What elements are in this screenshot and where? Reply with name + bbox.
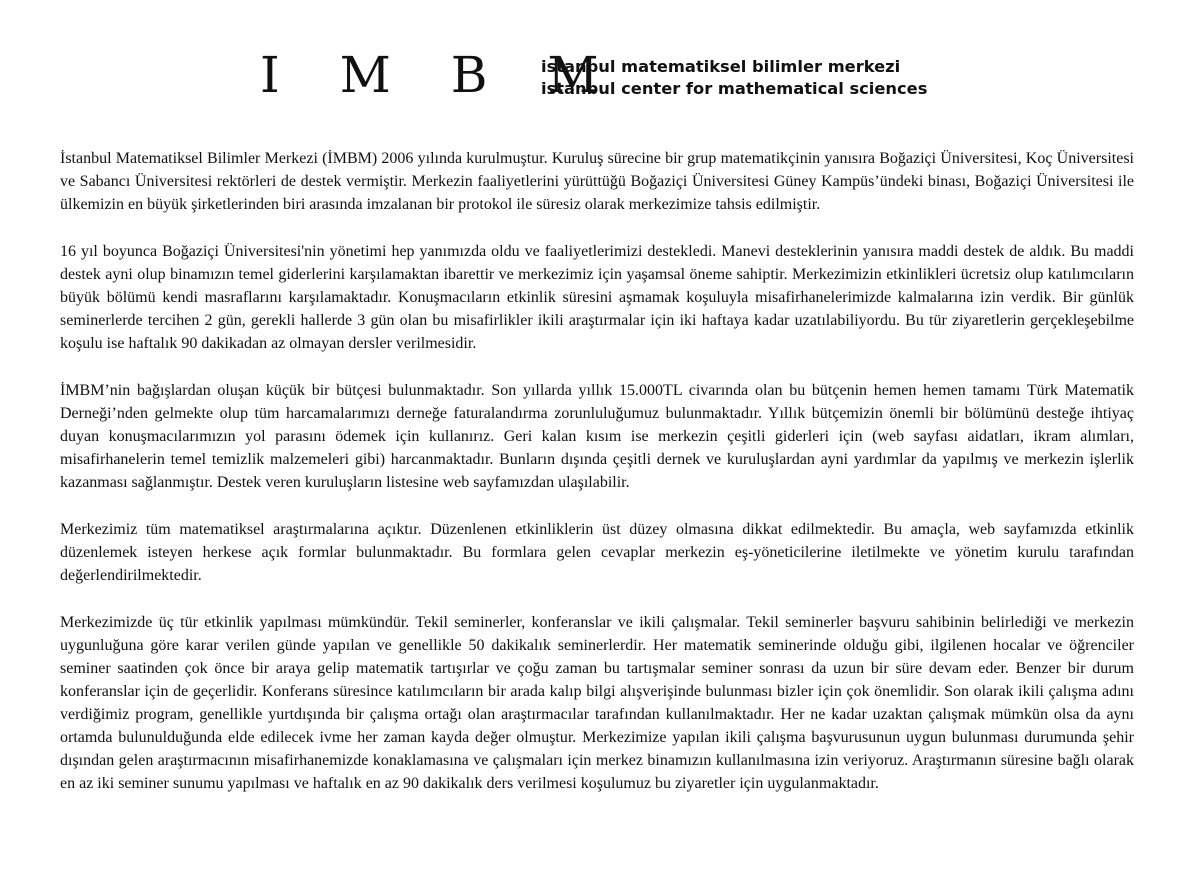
paragraph-budget: İMBM’nin bağışlardan oluşan küçük bir bütçesi bulunmaktadır. Son yıllarda yıllık 15.000TL civarında olan bu bütçenin hemen hemen tamamı Türk Matematik Derneği’nden gelmekte olup tüm harcamalarımızı derneğe faturalandırma zorunluluğumuz bulunmaktadır. Yıllık bütçemizin önemli bir bölümünü desteğe ihtiyaç duyan konuşmacılarımızın yol parasını ödemek için kullanırız. Geri kalan kısım ise merkezin çeşitli giderleri için (web sayfası aidatları, ikram alımları, misafirhanelerin temel temizlik malzemeleri gibi) harcanmaktadır. Bunların dışında çeşitli dernek ve kuruluşlardan ayni yardımlar da yapılmış ve merkezin işlerlik kazanması sağlanmıştır. Destek veren kuruluşların listesine web sayfamızdan ulaşılabilir. bbox=[60, 382, 1134, 491]
paragraph-university-support: 16 yıl boyunca Boğaziçi Üniversitesi'nin yönetimi hep yanımızda oldu ve faaliyetlerimizi destekledi. Manevi desteklerinin yanısıra maddi destek de aldık. Bu maddi destek ayni olup binamızın temel giderlerini karşılamaktan ibarettir ve merkezimiz için yaşamsal öneme sahiptir. Merkezimizin etkinlikleri ücretsiz olup katılımcıların büyük bölümü kendi masraflarını karşılamaktadır. Konuşmacıların etkinlik süresini aşmamak koşuluyla misafirhanelerimizde kalmalarına izin verdik. Bir günlük seminerlerde tercihen 2 gün, gerekli hallerde 3 gün olan bu misafirlikler ikili araştırmalar için iki haftaya kadar uzatılabiliyordu. Bu tür ziyaretlerin gerçekleşebilme koşulu ise haftalık 90 dakikadan az olmayan dersler verilmesidir. bbox=[60, 243, 1134, 352]
tagline-english: istanbul center for mathematical sciences bbox=[541, 79, 928, 98]
imbm-logo: I M B M bbox=[260, 46, 621, 104]
paragraph-founding: İstanbul Matematiksel Bilimler Merkezi (İMBM) 2006 yılında kurulmuştur. Kuruluş sürecine bir grup matematikçinin yanısıra Boğaziçi Üniversitesi, Koç Üniversitesi ve Sabancı Üniversitesi rektörleri de destek vermiştir. Merkezin faaliyetlerini yürüttüğü Boğaziçi Üniversitesi Güney Kampüs’ündeki binası, Boğaziçi Üniversitesi ile ülkemizin en büyük şirketlerinden biri arasında imzalanan bir protokol ile süresiz olarak merkezimize tahsis edilmiştir. bbox=[60, 150, 1134, 213]
paragraph-openness: Merkezimiz tüm matematiksel araştırmalarına açıktır. Düzenlenen etkinliklerin üst düzey olmasına dikkat edilmektedir. Bu amaçla, web sayfamızda etkinlik düzenlemek isteyen herkese açık formlar bulunmaktadır. Bu formlara gelen cevaplar merkezin eş-yöneticilerine iletilmekte ve yönetim kurulu tarafından değerlendirilmektedir. bbox=[60, 521, 1134, 584]
tagline bbox=[541, 56, 927, 100]
paragraph-activity-types: Merkezimizde üç tür etkinlik yapılması mümkündür. Tekil seminerler, konferanslar ve ikili çalışmalar. Tekil seminerler başvuru sahibinin belirlediği ve merkezin uygunluğuna göre karar verilen günde yapılan ve genellikle 50 dakikalık seminerlerdir. Her matematik seminerinde olduğu gibi, ilgilenen hocalar ve öğrenciler seminer saatinden çok önce bir araya gelip matematik tartışırlar ve çoğu zaman bu tartışmalar seminer sonrası da uzun bir süre devam eder. Benzer bir durum konferanslar için de geçerlidir. Konferans süresince katılımcıların bir arada kalıp bilgi alışverişinde bulunması bizler için çok önemlidir. Son olarak ikili çalışma adını verdiğimiz program, genellikle yurtdışında bir çalışma ortağı olan araştırmacılar tarafından kullanılmaktadır. Her ne kadar uzaktan çalışmak mümkün olsa da aynı ortamda bulunulduğunda elde edilecek ivme her zaman kayda değer olmuştur. Merkezimize yapılan ikili çalışma başvurusunun uygun bulunması durumunda şehir dışından gelen araştırmacının misafirhanemizde konaklamasına ve çalışmaları için merkez binamızın kullanılmasına izin veriyoruz. Araştırmanın süresine bağlı olarak en az iki seminer sunumu yapılması ve haftalık en az 90 dakikalık ders verilmesi koşulumuz bu ziyaretler için uygulanmaktadır. bbox=[60, 614, 1134, 792]
tagline-turkish: istanbul matematiksel bilimler merkezi bbox=[541, 57, 901, 76]
header bbox=[260, 44, 1020, 114]
document-body bbox=[60, 147, 1134, 819]
